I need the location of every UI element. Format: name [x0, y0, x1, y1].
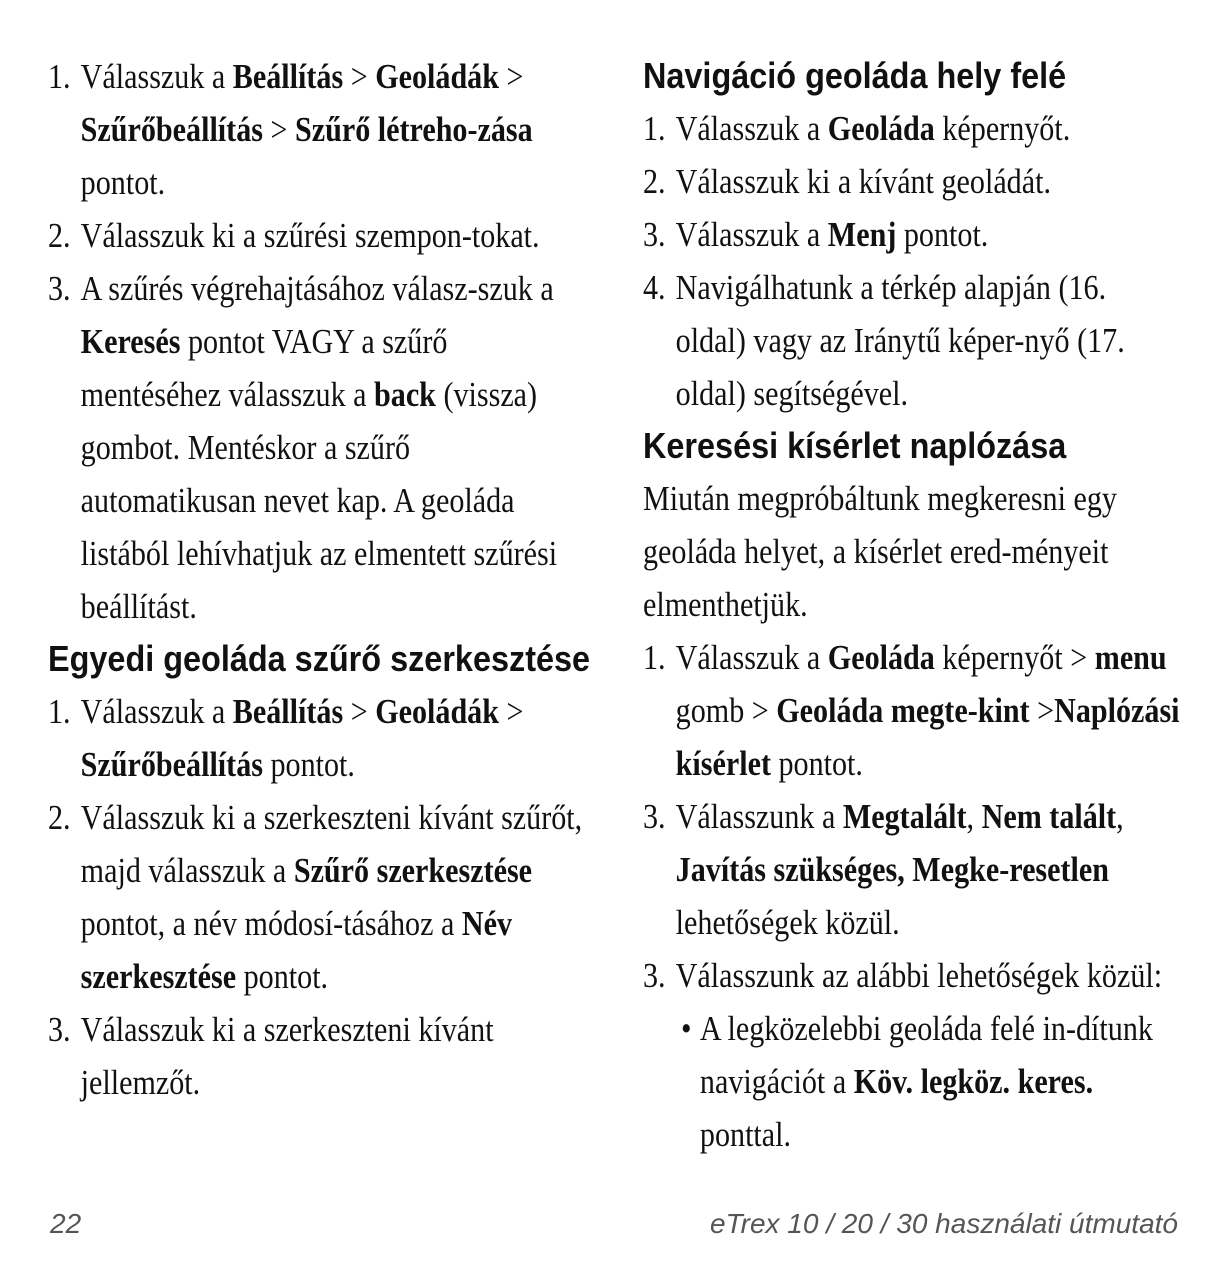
manual-title: eTrex 10 / 20 / 30 használati útmutató [710, 1208, 1178, 1239]
list-item-text: Válasszuk ki a szerkeszteni kívánt jellemzőt. [80, 1010, 494, 1102]
list-item-text: Válasszunk az alábbi lehetőségek közül: [675, 956, 1163, 995]
list-item-text: Válasszuk a Geoláda képernyőt > menu gomb > Geoláda megte-kint >Naplózási kísérlet pontot. [675, 638, 1180, 783]
left-edit-steps-list [48, 685, 588, 1109]
section-heading-navigation: Navigáció geoláda hely felé [643, 55, 1067, 96]
list-item [643, 631, 1182, 790]
navigation-steps-list [643, 102, 1183, 420]
list-item-text: Válasszuk ki a szerkeszteni kívánt szűrőt, majd válasszuk a Szűrő szerkesztése pontot, a név módosí-tásához a Név szerkesztése pontot. [80, 798, 583, 996]
list-item-number: 3. [48, 1010, 71, 1049]
list-item-number: 3. [643, 956, 666, 995]
list-item [643, 790, 1182, 949]
list-item [48, 262, 587, 633]
list-item [643, 261, 1182, 420]
list-item [48, 1003, 587, 1109]
list-item-number: 2. [48, 216, 71, 255]
bullet-dot: • [681, 1009, 692, 1048]
list-item-number: 2. [48, 798, 71, 837]
list-item-text: A szűrés végrehajtásához válasz-szuk a Keresés pontot VAGY a szűrő mentéséhez válasszuk a back (vissza) gombot. Mentéskor a szűrő automatikusan nevet kap. A geoláda listából lehívhatjuk az elmentett szűrési beállítást. [80, 269, 558, 626]
list-item [643, 102, 1182, 155]
list-item-text: Válasszuk a Beállítás > Geoládák > Szűrőbeállítás > Szűrő létreho-zása pontot. [80, 57, 533, 202]
list-item-text: Válasszunk a Megtalált, Nem talált, Javítás szükséges, Megke-resetlen lehetőségek közül. [675, 797, 1124, 942]
list-item-text: Válasszuk a Beállítás > Geoládák > Szűrőbeállítás pontot. [80, 692, 524, 784]
page-number: 22 [50, 1208, 82, 1239]
right-column [643, 50, 1183, 1161]
list-item-number: 1. [48, 57, 71, 96]
section-heading-attempt-log: Keresési kísérlet naplózása [643, 425, 1067, 466]
list-item [48, 209, 587, 262]
list-item-number: 3. [643, 797, 666, 836]
list-item-text: Navigálhatunk a térkép alapján (16. oldal) vagy az Iránytű képer-nyő (17. oldal) segítségével. [675, 268, 1125, 413]
list-item-text: Válasszuk ki a szűrési szempon-tokat. [80, 216, 540, 255]
list-item-text: Válasszuk a Menj pontot. [675, 215, 989, 254]
section-heading-custom-filter: Egyedi geoláda szűrő szerkesztése [48, 638, 591, 679]
bullet-text: A legközelebbi geoláda felé in-dítunk navigációt a Köv. legköz. keres. ponttal. [699, 1009, 1153, 1154]
attempt-log-steps-list [643, 631, 1183, 1002]
left-column [48, 50, 591, 1109]
attempt-log-intro: Miután megpróbáltunk megkeresni egy geoláda helyet, a kísérlet ered-ményeit elmenthetjük. [643, 479, 1117, 624]
list-item [48, 685, 587, 791]
left-steps-list [48, 50, 588, 633]
list-item-text: Válasszuk a Geoláda képernyőt. [675, 109, 1071, 148]
list-item-number: 2. [643, 162, 666, 201]
list-item-text: Válasszuk ki a kívánt geoládát. [675, 162, 1051, 201]
list-item [643, 949, 1182, 1002]
list-item-number: 1. [643, 638, 666, 677]
list-item [48, 791, 587, 1003]
list-item-number: 4. [643, 268, 666, 307]
list-item-number: 1. [643, 109, 666, 148]
list-item-number: 3. [48, 269, 71, 308]
list-item-number: 1. [48, 692, 71, 731]
list-item [643, 155, 1182, 208]
list-item [643, 208, 1182, 261]
bullet-item [681, 1002, 1183, 1161]
list-item [48, 50, 587, 209]
list-item-number: 3. [643, 215, 666, 254]
